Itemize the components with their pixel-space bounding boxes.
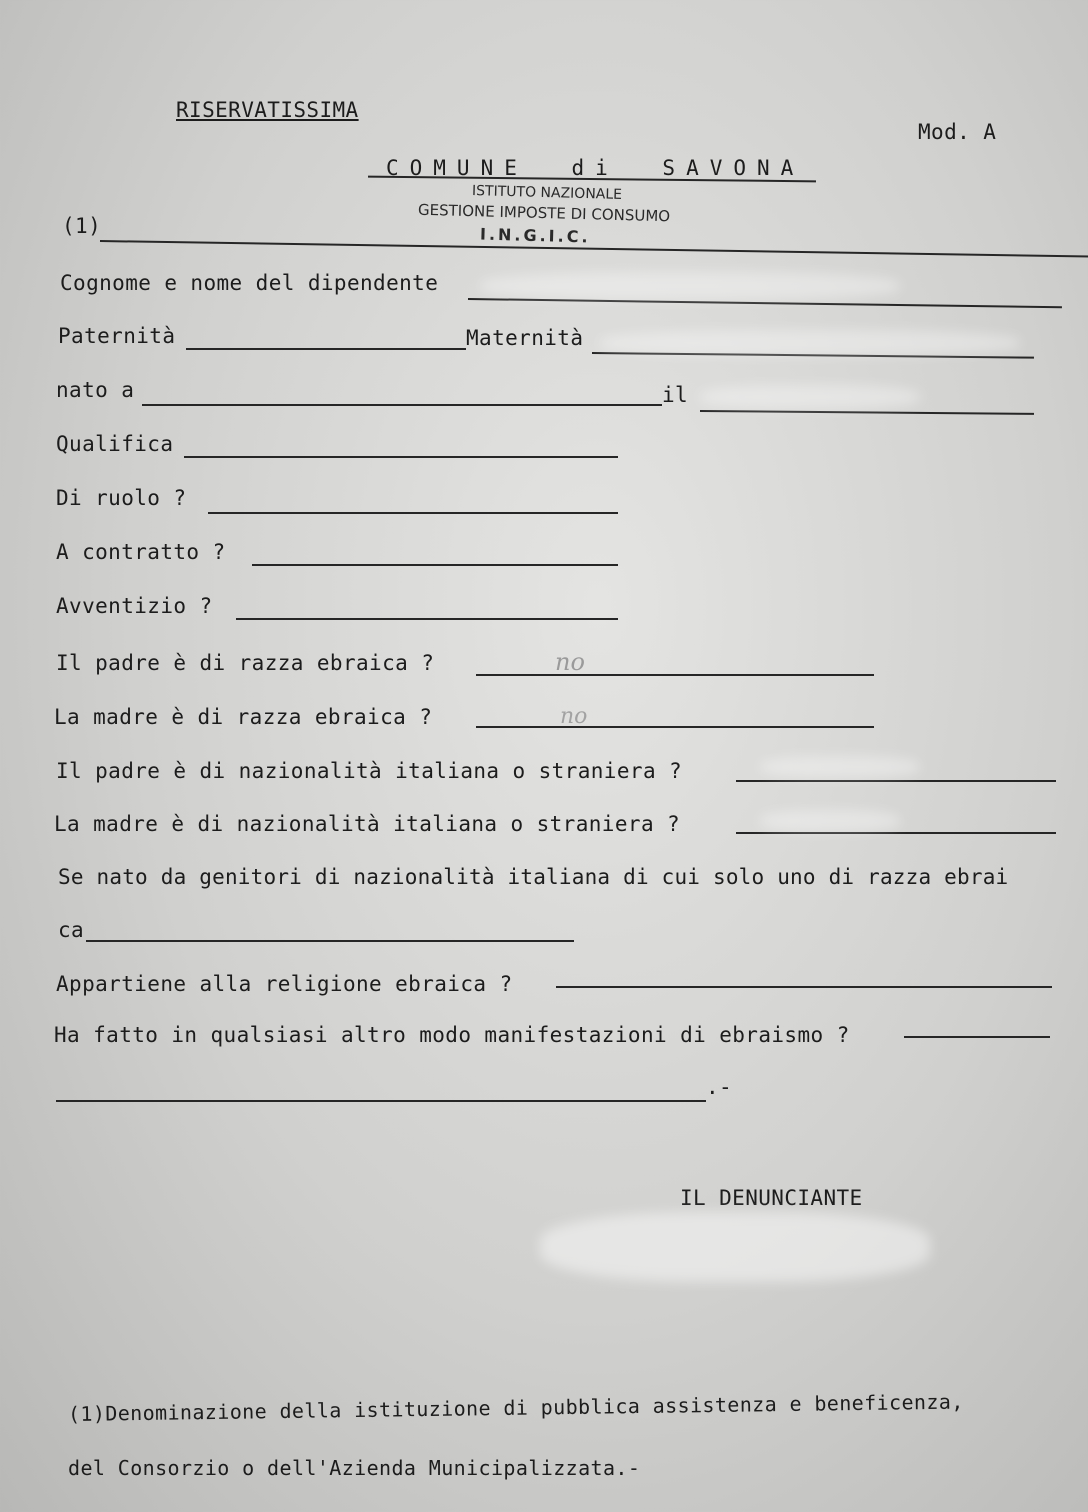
birthdate-field[interactable] xyxy=(700,410,1034,415)
qualification-label: Qualifica xyxy=(56,432,174,456)
temporary-field[interactable] xyxy=(236,618,618,620)
qualification-field[interactable] xyxy=(184,456,618,458)
permanent-role-label: Di ruolo ? xyxy=(56,486,187,510)
temporary-label: Avventizio ? xyxy=(56,594,213,618)
footnote-line-2: del Consorzio o dell'Azienda Municipalizzata.- xyxy=(68,1456,641,1480)
model-label: Mod. A xyxy=(918,120,997,144)
mother-nationality-label: La madre è di nazionalità italiana o straniera ? xyxy=(54,812,681,836)
redacted-parents xyxy=(600,330,1020,356)
institution-line[interactable] xyxy=(100,240,1088,258)
contract-label: A contratto ? xyxy=(56,540,226,564)
redacted-mother-nationality xyxy=(760,810,900,832)
redacted-name xyxy=(480,272,900,300)
paternity-field[interactable] xyxy=(186,348,466,350)
mother-nationality-field[interactable] xyxy=(736,832,1056,834)
father-race-field[interactable] xyxy=(476,674,874,676)
maternity-label: Maternità xyxy=(466,326,584,350)
classification-heading: RISERVATISSIMA xyxy=(176,98,359,122)
father-nationality-label: Il padre è di nazionalità italiana o straniera ? xyxy=(56,759,683,783)
stamp-line-2: GESTIONE IMPOSTE DI CONSUMO xyxy=(417,200,671,226)
employee-name-label: Cognome e nome del dipendente xyxy=(60,271,439,295)
father-race-label: Il padre è di razza ebraica ? xyxy=(56,651,435,675)
mother-race-answer: no xyxy=(560,704,588,729)
birthdate-label: il xyxy=(662,383,689,407)
manifestations-label: Ha fatto in qualsiasi altro modo manifestazioni di ebraismo ? xyxy=(54,1023,850,1047)
birthplace-label: nato a xyxy=(56,378,135,402)
mother-race-field[interactable] xyxy=(476,726,874,728)
father-nationality-field[interactable] xyxy=(736,780,1056,782)
religion-label: Appartiene alla religione ebraica ? xyxy=(56,972,513,996)
redacted-signature xyxy=(540,1212,930,1282)
note-reference: (1) xyxy=(62,214,102,238)
permanent-role-field[interactable] xyxy=(208,512,618,514)
stamp-line-1: ISTITUTO NAZIONALE xyxy=(471,183,623,203)
mother-race-label: La madre è di razza ebraica ? xyxy=(54,705,433,729)
father-race-answer: no xyxy=(555,648,585,676)
signature-label: IL DENUNCIANTE xyxy=(680,1186,863,1210)
redacted-birth xyxy=(700,385,920,409)
manifestations-field[interactable] xyxy=(904,1036,1050,1038)
manifestations-field-continued[interactable] xyxy=(56,1100,706,1102)
mixed-parents-label-2: ca xyxy=(58,918,85,942)
redacted-father-nationality xyxy=(760,756,920,778)
stamp-line-3: I.N.G.I.C. xyxy=(479,224,591,247)
paternity-label: Paternità xyxy=(58,324,176,348)
end-mark: .- xyxy=(706,1075,733,1099)
footnote-line-1: (1)Denominazione della istituzione di pubblica assistenza e beneficenza, xyxy=(67,1389,964,1426)
mixed-parents-label-1: Se nato da genitori di nazionalità italiana di cui solo uno di razza ebrai xyxy=(58,865,1009,889)
birthplace-field[interactable] xyxy=(142,404,662,406)
contract-field[interactable] xyxy=(252,564,618,566)
mixed-parents-field[interactable] xyxy=(86,940,574,942)
municipality-heading: COMUNE di SAVONA xyxy=(386,156,805,180)
religion-field[interactable] xyxy=(556,986,1052,988)
